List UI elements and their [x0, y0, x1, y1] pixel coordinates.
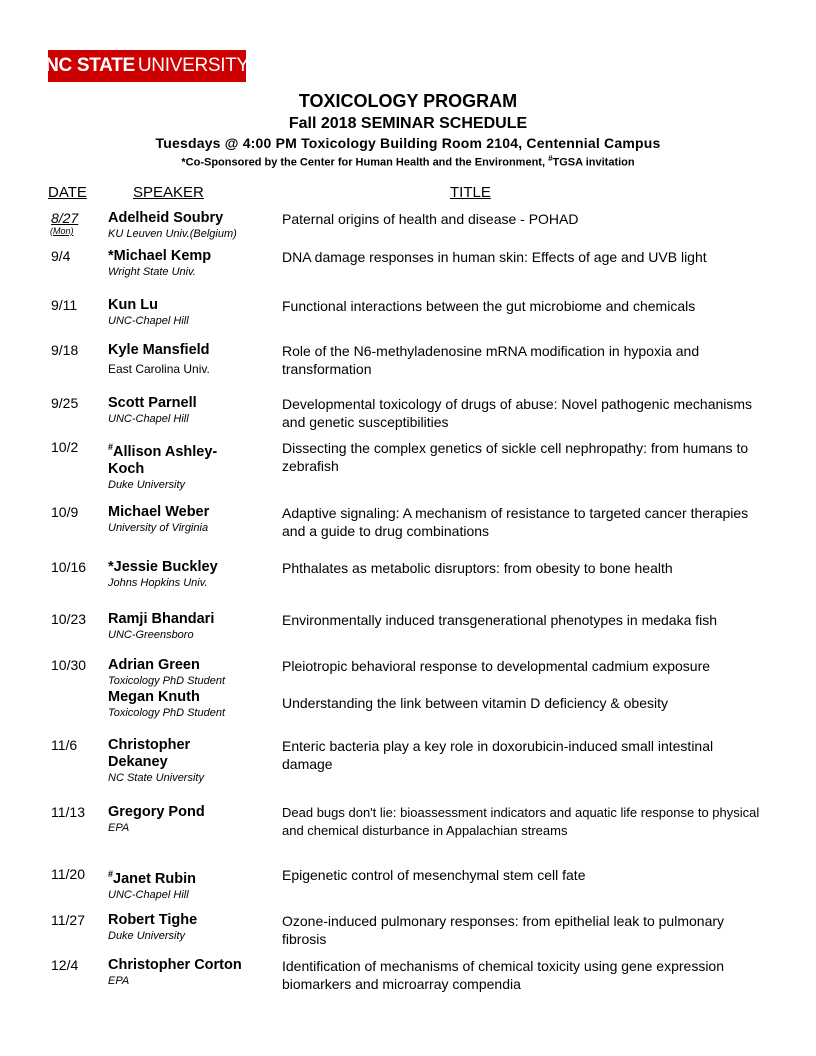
speaker-affiliation: Wright State Univ. — [108, 266, 196, 278]
speaker-name: Scott Parnell — [108, 395, 197, 411]
speaker-name: *Michael Kemp — [108, 248, 212, 264]
column-header-speaker: SPEAKER — [133, 184, 204, 201]
seminar-title: Ozone-induced pulmonary responses: from epithelial leak to pulmonary fibrosis — [282, 913, 725, 947]
speaker-affiliation: Duke University — [108, 478, 186, 491]
speaker-affiliation: KU Leuven Univ.(Belgium) — [108, 228, 237, 240]
speaker-name: Kun Lu — [108, 297, 158, 313]
speaker-name: Kyle Mansfield — [108, 342, 210, 358]
seminar-date: 11/20 — [51, 866, 85, 882]
speaker-name-with-mark — [108, 439, 248, 478]
speaker-affiliation: East Carolina Univ. — [108, 362, 210, 376]
seminar-date: 9/4 — [51, 248, 71, 264]
schedule-title: Fall 2018 SEMINAR SCHEDULE — [288, 115, 528, 132]
seminar-date: 9/18 — [51, 342, 79, 358]
seminar-date: 12/4 — [51, 957, 79, 973]
seminar-title: Epigenetic control of mesenchymal stem cell fate — [282, 867, 586, 883]
column-header-date: DATE — [48, 184, 87, 201]
seminar-title: DNA damage responses in human skin: Effects of age and UVB light — [282, 249, 707, 265]
speaker-affiliation: EPA — [108, 975, 130, 987]
sponsor-note — [0, 154, 816, 169]
seminar-title: Phthalates as metabolic disruptors: from obesity to bone health — [282, 560, 673, 576]
speaker-affiliation: UNC-Chapel Hill — [108, 413, 189, 425]
seminar-date: 11/6 — [51, 737, 78, 753]
seminar-title: Dissecting the complex genetics of sickle cell nephropathy: from humans to zebrafish — [282, 440, 749, 474]
seminar-date: 10/2 — [51, 439, 79, 455]
speaker-name: Michael Weber — [108, 504, 210, 520]
speaker-affiliation: UNC-Chapel Hill — [108, 888, 189, 901]
seminar-date: 10/16 — [51, 559, 87, 575]
seminar-title: Paternal origins of health and disease - POHAD — [282, 211, 579, 227]
seminar-date: 10/30 — [51, 657, 87, 673]
sponsor-note-a: *Co-Sponsored by the Center for Human Health and the Environment, — [181, 156, 549, 169]
speaker-name: Adrian Green — [108, 657, 200, 673]
speaker-affiliation: EPA — [108, 822, 130, 834]
column-header-title: TITLE — [450, 184, 491, 201]
seminar-date: 11/27 — [51, 912, 85, 928]
logo-bold-text: NC STATE — [45, 55, 135, 76]
program-title: TOXICOLOGY PROGRAM — [298, 91, 518, 111]
speaker-affiliation: NC State University — [108, 772, 204, 784]
seminar-date: 10/9 — [51, 504, 79, 520]
speaker-name: Janet Rubin — [113, 870, 196, 887]
speaker-name: Christopher Dekaney — [108, 737, 191, 770]
seminar-title: Adaptive signaling: A mechanism of resistance to targeted cancer therapies and a guide to drug combinations — [282, 505, 749, 539]
seminar-title: Enteric bacteria play a key role in doxorubicin-induced small intestinal damage — [282, 738, 714, 772]
seminar-date-note: (Mon) — [50, 226, 74, 236]
speaker-name-with-mark — [108, 866, 280, 888]
speaker-name: *Jessie Buckley — [108, 559, 218, 575]
seminar-title: Identification of mechanisms of chemical toxicity using gene expression biomarkers and microarray compendia — [282, 958, 724, 992]
speaker-affiliation: UNC-Greensboro — [108, 629, 194, 641]
speaker-name: Adelheid Soubry — [108, 210, 224, 226]
speaker-affiliation: Toxicology PhD Student — [108, 675, 225, 687]
tgsa-mark: # — [108, 442, 114, 452]
speaker-name: Robert Tighe — [108, 912, 198, 928]
speaker-affiliation: Johns Hopkins Univ. — [108, 577, 208, 589]
seminar-title: Developmental toxicology of drugs of abuse: Novel pathogenic mechanisms and genetic susceptibilities — [282, 396, 753, 430]
seminar-date: 10/23 — [51, 611, 87, 627]
speaker-name: Gregory Pond — [108, 804, 205, 820]
second-speaker-name: Megan Knuth — [108, 689, 200, 705]
seminar-date: 9/25 — [51, 395, 79, 411]
seminar-date: 9/11 — [51, 297, 78, 313]
sponsor-note-mark: # — [548, 154, 553, 163]
seminar-title: Role of the N6-methyladenosine mRNA modification in hypoxia and transformation — [282, 343, 700, 377]
logo-regular-text: UNIVERSITY — [137, 55, 249, 76]
speaker-name: Allison Ashley-Koch — [108, 443, 218, 477]
sponsor-note-b: TGSA invitation — [552, 156, 635, 169]
tgsa-mark: # — [108, 869, 114, 879]
speaker-affiliation: UNC-Chapel Hill — [108, 315, 189, 327]
seminar-date: 11/13 — [51, 804, 85, 820]
speaker-affiliation: University of Virginia — [108, 522, 209, 534]
speaker-affiliation: Duke University — [108, 930, 186, 942]
location-line: Tuesdays @ 4:00 PM Toxicology Building Room 2104, Centennial Campus — [155, 135, 661, 151]
nc-state-logo — [45, 50, 249, 82]
seminar-title: Functional interactions between the gut microbiome and chemicals — [282, 298, 696, 314]
seminar-title: Dead bugs don't lie: bioassessment indicators and aquatic life response to physical and chemical disturbance in Appalachian streams — [282, 805, 760, 838]
second-speaker-affiliation: Toxicology PhD Student — [108, 707, 225, 719]
second-seminar-title: Understanding the link between vitamin D deficiency & obesity — [282, 695, 668, 711]
seminar-title: Environmentally induced transgenerational phenotypes in medaka fish — [282, 612, 718, 628]
seminar-title: Pleiotropic behavioral response to developmental cadmium exposure — [282, 658, 711, 674]
speaker-name: Ramji Bhandari — [108, 611, 215, 627]
seminar-date: 8/27 — [51, 210, 79, 226]
speaker-name: Christopher Corton — [108, 957, 242, 973]
